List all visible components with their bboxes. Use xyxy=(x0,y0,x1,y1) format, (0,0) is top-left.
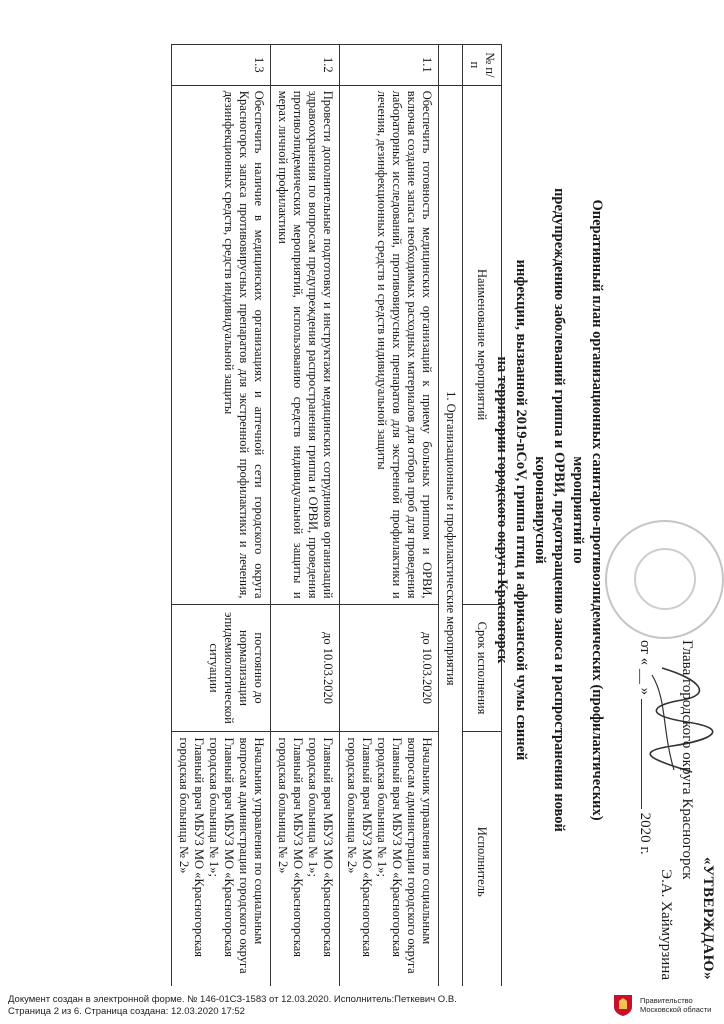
date-year: 2020 г. xyxy=(637,812,653,855)
section-row xyxy=(439,45,463,992)
row-num: 1.3 xyxy=(172,45,271,86)
row-term: до 10.03.2020 xyxy=(340,604,439,732)
date-month-blank xyxy=(641,699,642,809)
document-title xyxy=(492,180,606,840)
footer-text xyxy=(8,994,457,1018)
date-prefix: от « xyxy=(637,640,653,666)
row-executor: Главный врач МБУЗ МО «Красногорская городская больница № 1»; Главный врач МБУЗ МО «Красногорская городская больница № 2» xyxy=(271,732,340,992)
table-row xyxy=(172,45,271,992)
row-num: 1.1 xyxy=(340,45,439,86)
footer-doc-info: Документ создан в электронной форме. № 146-01СЗ-1583 от 12.03.2020. Исполнитель:Петкевич О.В. xyxy=(8,994,457,1005)
table-row xyxy=(271,45,340,992)
gov-line-2: Московской области xyxy=(640,1005,712,1014)
gov-line-1: Правительство xyxy=(640,996,693,1005)
row-name: Обеспечить наличие в медицинских организациях и аптечной сети городского округа Красногорск запаса противовирусных препаратов для экстренной профилактики и лечения, дезинфекционных средств, средств индивидуальной защиты xyxy=(172,85,271,604)
footer-page-info: Страница 2 из 6. Страница создана: 12.03.2020 17:52 xyxy=(8,1006,245,1017)
title-line-1: Оперативный план организационных санитарно-противоэпидемических (профилактических) мероприятий по xyxy=(570,199,605,821)
header-executor: Исполнитель xyxy=(463,732,502,992)
header-name: Наименование мероприятий xyxy=(463,85,502,604)
row-term: постоянно до нормализации эпидемиологической ситуации xyxy=(172,604,271,732)
table-header-row xyxy=(463,45,502,992)
title-line-4: на территории городского округа Красногорск xyxy=(494,356,510,664)
approval-position: Глава городского округа Красногорск xyxy=(679,640,695,880)
header-num: № п/п xyxy=(463,45,502,86)
measures-table xyxy=(171,44,502,992)
row-executor: Начальник управления по социальным вопросам администрации городского округа Главный врач МБУЗ МО «Красногорская городская больница № 1»; Главный врач МБУЗ МО «Красногорская городская больница № 2» xyxy=(172,732,271,992)
header-term: Срок исполнения xyxy=(463,604,502,732)
date-quote: » xyxy=(637,687,653,696)
date-day-blank: __ xyxy=(637,668,653,684)
approval-date xyxy=(634,640,655,980)
section-title: 1. Организационные и профилактические мероприятия xyxy=(439,85,463,991)
row-name: Обеспечить готовность медицинских организаций к приему больных гриппом и ОРВИ, включая создание запаса необходимых расходных материалов для отбора проб для проведения лабораторных исследований, противовирусных препаратов для экстренной профилактики и лечения, дезинфекционных средств и средств индивидуальной защиты xyxy=(340,85,439,604)
row-name: Провести дополнительные подготовку и инструктажи медицинских сотрудников организаций здравоохранения по вопросам предупреждения распространения гриппа и ОРВИ, проведения противоэпидемических мероприятий, использованию средств индивидуальной защиты и мерах личной профилактики xyxy=(271,85,340,604)
title-line-3: инфекции, вызванной 2019-nCoV, гриппа птиц и африканской чумы свиней xyxy=(513,259,529,761)
approval-signer: Э.А. Хаймурзина xyxy=(658,869,674,980)
table-row xyxy=(340,45,439,992)
approval-block xyxy=(634,640,718,980)
government-label xyxy=(640,996,711,1014)
moscow-region-emblem-icon xyxy=(612,993,634,1017)
approval-label: «УТВЕРЖДАЮ» xyxy=(700,856,716,980)
row-num: 1.2 xyxy=(271,45,340,86)
footer-bar xyxy=(0,986,724,1024)
row-executor: Начальник управления по социальным вопросам администрации городского округа Главный врач МБУЗ МО «Красногорская городская больница № 1»; Главный врач МБУЗ МО «Красногорская городская больница № 2» xyxy=(340,732,439,992)
rotated-document xyxy=(2,0,724,1018)
title-line-2: предупреждению заболеваний гриппа и ОРВИ, предотвращению заноса и распространения новой коронавирусной xyxy=(532,188,567,832)
row-term: до 10.03.2020 xyxy=(271,604,340,732)
seal-emblem xyxy=(634,548,696,610)
